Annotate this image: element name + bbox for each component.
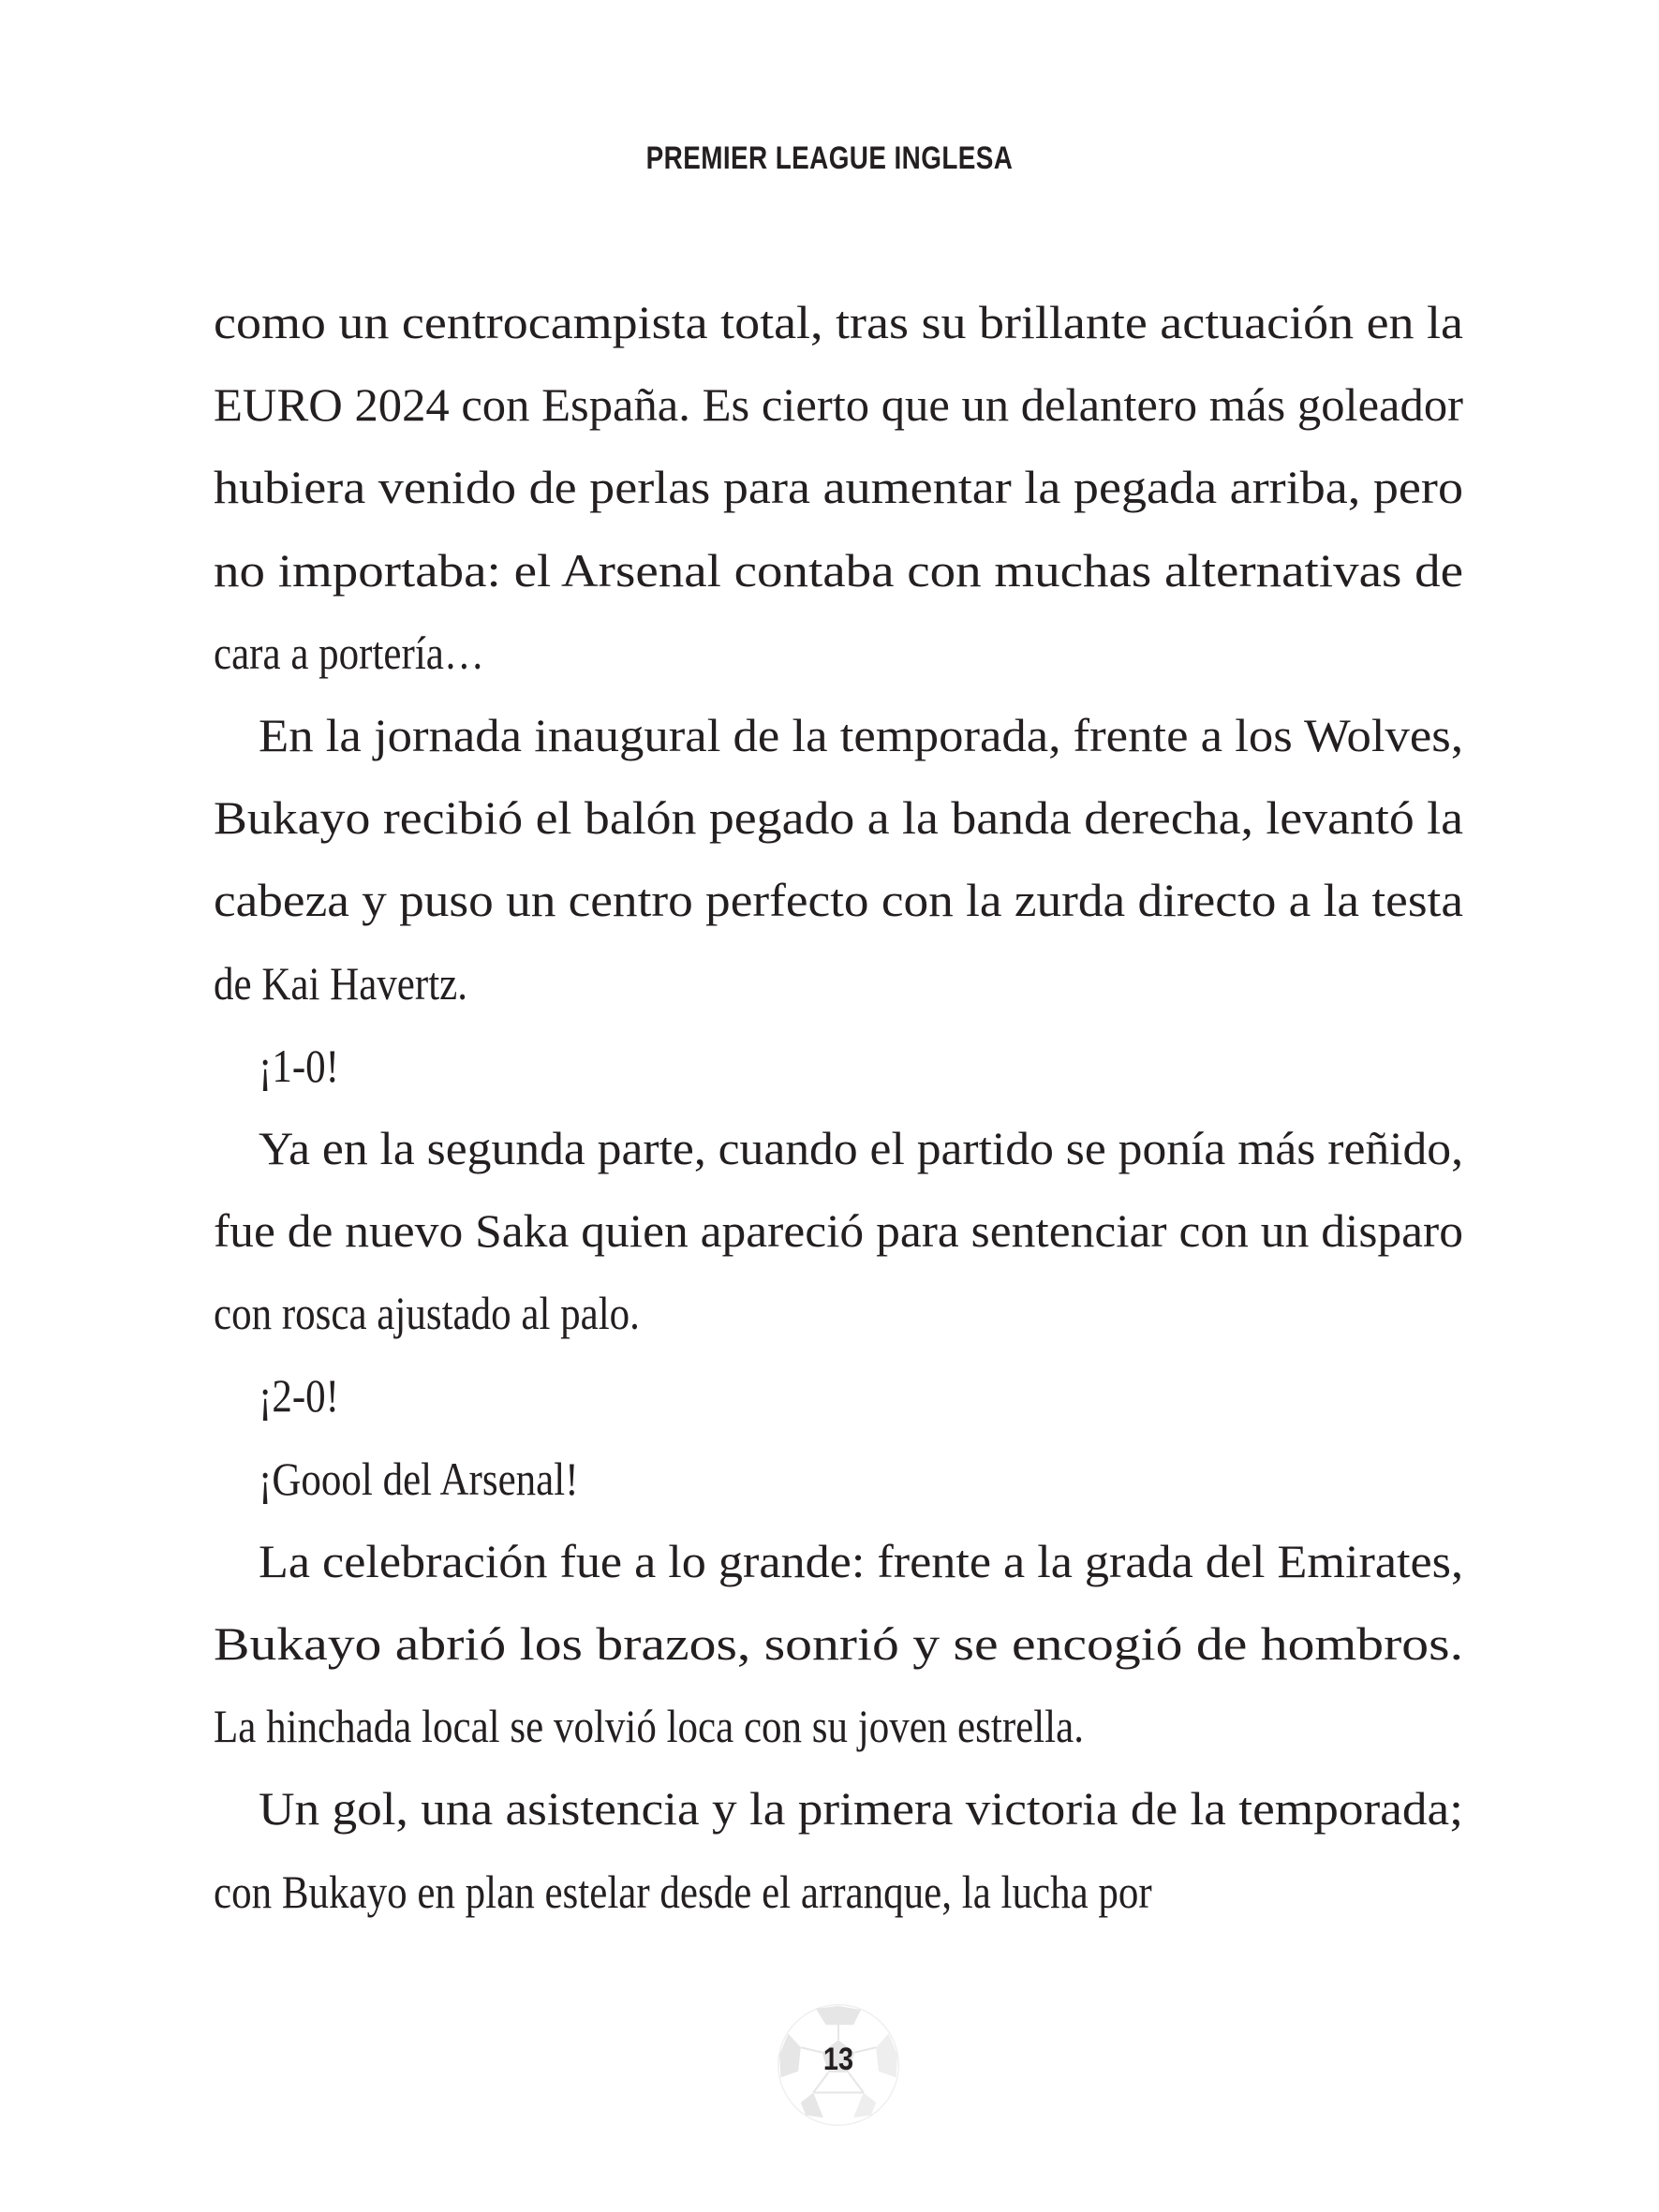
text-line	[214, 1602, 1463, 1685]
text-line	[214, 776, 1463, 859]
text-line	[214, 1189, 1463, 1272]
line-text: Bukayo abrió los brazos, sonrió y se encogió de hombros.	[214, 1617, 1463, 1670]
text-line	[214, 859, 1463, 941]
running-header: PREMIER LEAGUE INGLESA	[645, 140, 1014, 176]
text-line	[214, 1851, 1463, 1933]
line-text: con rosca ajustado al palo.	[214, 1287, 640, 1340]
text-line	[214, 612, 1463, 694]
line-text: ¡1-0!	[259, 1039, 339, 1092]
text-line	[214, 694, 1463, 776]
line-text: con Bukayo en plan estelar desde el arranque, la lucha por	[214, 1865, 1152, 1918]
line-text: de Kai Havertz.	[214, 956, 468, 1010]
body-text	[214, 281, 1463, 1933]
text-line	[214, 1107, 1463, 1189]
text-line	[214, 942, 1463, 1025]
line-text: como un centrocampista total, tras su brillante actuación en la	[214, 296, 1463, 348]
text-line	[214, 1438, 1463, 1520]
text-line	[214, 1767, 1463, 1850]
text-line	[214, 1354, 1463, 1437]
line-text: Un gol, una asistencia y la primera victoria de la temporada;	[259, 1782, 1463, 1836]
text-line	[214, 1685, 1463, 1767]
line-text: cabeza y puso un centro perfecto con la zurda directo a la testa	[214, 874, 1463, 927]
line-text: La hinchada local se volvió loca con su joven estrella.	[214, 1700, 1084, 1753]
text-line	[214, 1520, 1463, 1602]
line-text: Ya en la segunda parte, cuando el partido se ponía más reñido,	[259, 1121, 1463, 1174]
line-text: hubiera venido de perlas para aumentar la pegada arriba, pero	[214, 461, 1463, 514]
line-text: no importaba: el Arsenal contaba con muchas alternativas de	[214, 543, 1463, 597]
text-line	[214, 446, 1463, 528]
text-line	[214, 363, 1463, 446]
line-text: fue de nuevo Saka quien apareció para sentenciar con un disparo	[214, 1204, 1463, 1258]
line-text: En la jornada inaugural de la temporada, frente a los Wolves,	[259, 708, 1463, 761]
page-number: 13	[822, 2042, 854, 2077]
line-text: cara a portería…	[214, 626, 484, 679]
line-text: EURO 2024 con España. Es cierto que un delantero más goleador	[214, 378, 1463, 432]
line-text: ¡Goool del Arsenal!	[259, 1452, 579, 1505]
text-line	[214, 529, 1463, 612]
text-line	[214, 1025, 1463, 1107]
text-line	[214, 1272, 1463, 1354]
line-text: La celebración fue a lo grande: frente a la grada del Emirates,	[259, 1534, 1463, 1587]
line-text: ¡2-0!	[259, 1369, 339, 1423]
text-line	[214, 281, 1463, 363]
line-text: Bukayo recibió el balón pegado a la banda derecha, levantó la	[214, 791, 1463, 845]
